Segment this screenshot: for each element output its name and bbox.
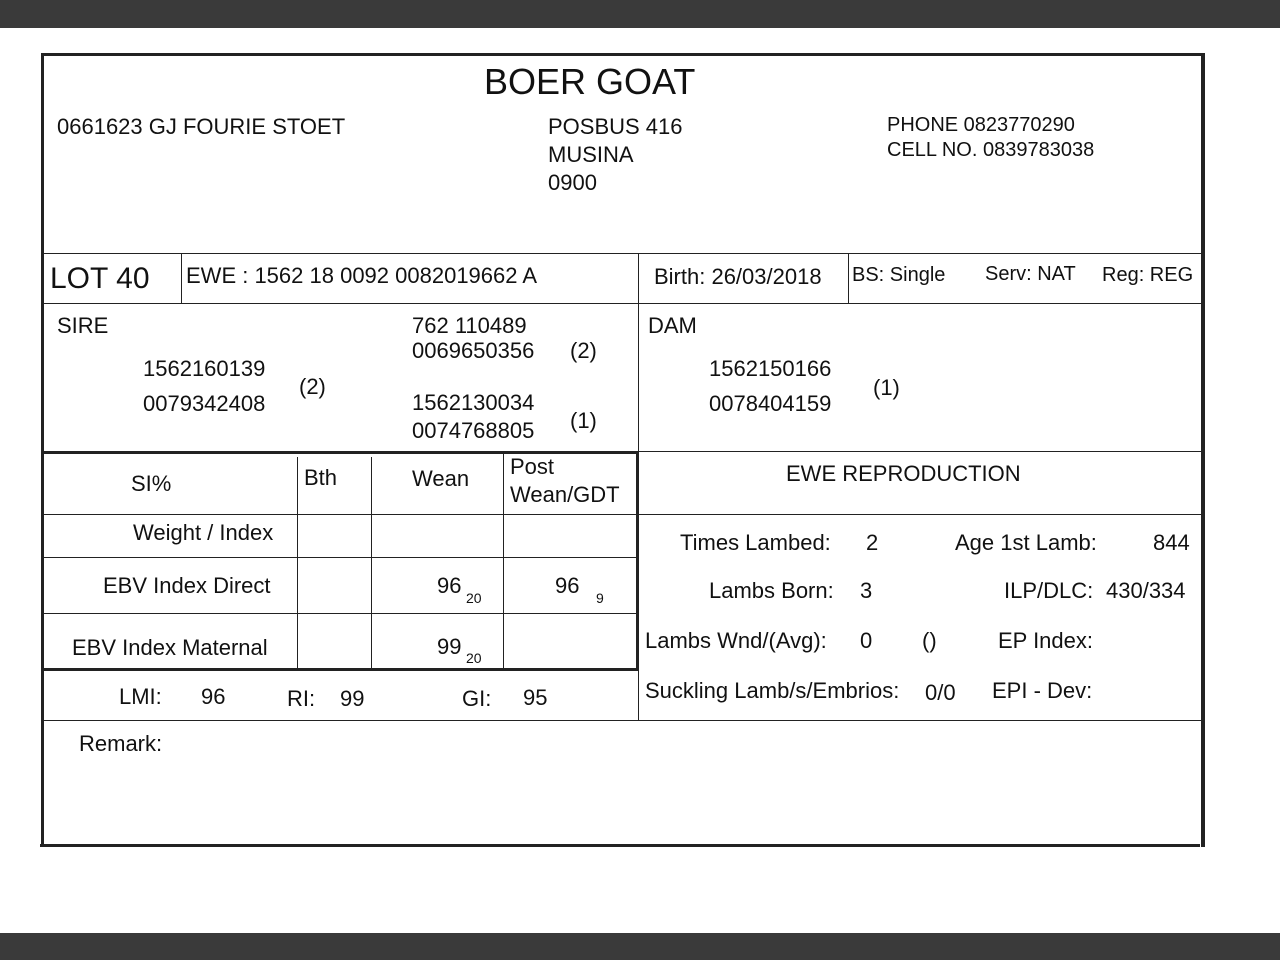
lmi-value: 96 xyxy=(201,684,226,709)
ewe-reproduction-title: EWE REPRODUCTION xyxy=(786,461,1021,486)
sire-count: (2) xyxy=(299,374,326,399)
col-bth: Bth xyxy=(304,465,338,490)
address-line-1: POSBUS 416 xyxy=(548,114,683,139)
row-weight-index: Weight / Index xyxy=(133,520,274,545)
line-v-181 xyxy=(181,253,182,303)
line-v-503 xyxy=(503,452,504,669)
sire-sire-reg: 0069650356 xyxy=(412,338,535,363)
col-post: Post xyxy=(510,454,555,479)
age-first-lamb-value: 844 xyxy=(1153,530,1190,555)
lambs-born-label: Lambs Born: xyxy=(709,578,834,603)
dam-id: 1562150166 xyxy=(709,356,832,381)
lambs-weaned-value: 0 xyxy=(860,628,873,653)
address-line-2: MUSINA xyxy=(548,142,634,167)
line-v-297 xyxy=(297,457,298,669)
line-h-514-left xyxy=(44,514,639,515)
birth-date: Birth: 26/03/2018 xyxy=(654,264,822,289)
frame-top xyxy=(42,53,1205,56)
line-v-636-bold xyxy=(636,452,639,670)
cell-number: CELL NO. 0839783038 xyxy=(887,139,1095,161)
sire-id: 1562160139 xyxy=(143,356,266,381)
remark-label: Remark: xyxy=(79,731,163,756)
col-wean-gdt: Wean/GDT xyxy=(510,482,620,507)
lmi-label: LMI: xyxy=(119,684,162,709)
registration-status: Reg: REG xyxy=(1102,264,1194,286)
lambs-weaned-avg: () xyxy=(922,628,937,653)
lot-number: LOT 40 xyxy=(50,262,150,295)
row-ebv-maternal: EBV Index Maternal xyxy=(72,635,268,660)
line-h-303 xyxy=(44,303,1202,304)
card-title: BOER GOAT xyxy=(484,61,696,102)
breeder-name: 0661623 GJ FOURIE STOET xyxy=(57,114,346,139)
sire-label: SIRE xyxy=(57,313,109,338)
line-h-557 xyxy=(44,557,639,558)
maternal-wean-sub: 20 xyxy=(466,650,482,666)
gi-label: GI: xyxy=(462,686,492,711)
direct-post-value: 96 xyxy=(555,573,580,598)
sire-sire-id: 762 110489 xyxy=(412,313,527,338)
direct-post-sub: 9 xyxy=(596,590,604,606)
line-h-253 xyxy=(44,253,1202,254)
gi-value: 95 xyxy=(523,685,548,710)
line-h-452-right xyxy=(639,451,1202,452)
dam-reg: 0078404159 xyxy=(709,391,832,416)
times-lambed-value: 2 xyxy=(866,530,879,555)
line-h-514-right xyxy=(639,514,1202,515)
sire-dam-count: (1) xyxy=(570,408,597,433)
age-first-lamb-label: Age 1st Lamb: xyxy=(955,530,1097,555)
ewe-identification: EWE : 1562 18 0092 0082019662 A xyxy=(186,263,538,288)
dam-label: DAM xyxy=(648,313,697,338)
lambs-weaned-label: Lambs Wnd/(Avg): xyxy=(645,628,827,653)
row-ebv-direct: EBV Index Direct xyxy=(103,573,271,598)
frame-left xyxy=(41,53,44,847)
frame-bottom xyxy=(40,844,1200,847)
ilp-dlc-label: ILP/DLC: xyxy=(1004,578,1094,603)
line-v-371 xyxy=(371,457,372,669)
suckling-value: 0/0 xyxy=(925,680,956,705)
line-v-848 xyxy=(848,253,849,303)
times-lambed-label: Times Lambed: xyxy=(680,530,831,555)
direct-wean-sub: 20 xyxy=(466,590,482,606)
si-percent-label: SI% xyxy=(131,471,172,496)
ilp-dlc-value: 430/334 xyxy=(1106,578,1186,603)
ri-value: 99 xyxy=(340,686,365,711)
ri-label: RI: xyxy=(287,686,316,711)
service-type: Serv: NAT xyxy=(985,263,1076,285)
phone-number: PHONE 0823770290 xyxy=(887,114,1075,136)
line-h-669 xyxy=(44,668,639,671)
ep-index-label: EP Index: xyxy=(998,628,1093,653)
suckling-label: Suckling Lamb/s/Embrios: xyxy=(645,678,900,703)
direct-wean-value: 96 xyxy=(437,573,462,598)
maternal-wean-value: 99 xyxy=(437,634,462,659)
epi-dev-label: EPI - Dev: xyxy=(992,678,1093,703)
address-line-3: 0900 xyxy=(548,170,597,195)
sire-reg: 0079342408 xyxy=(143,391,266,416)
sire-dam-reg: 0074768805 xyxy=(412,418,535,443)
dam-count: (1) xyxy=(873,375,900,400)
sire-sire-count: (2) xyxy=(570,338,597,363)
sire-dam-id: 1562130034 xyxy=(412,390,535,415)
birth-status: BS: Single xyxy=(852,264,946,286)
frame-right xyxy=(1201,53,1205,847)
line-h-613 xyxy=(44,613,639,614)
col-wean: Wean xyxy=(412,466,470,491)
line-h-720 xyxy=(44,720,1202,721)
lambs-born-value: 3 xyxy=(860,578,873,603)
